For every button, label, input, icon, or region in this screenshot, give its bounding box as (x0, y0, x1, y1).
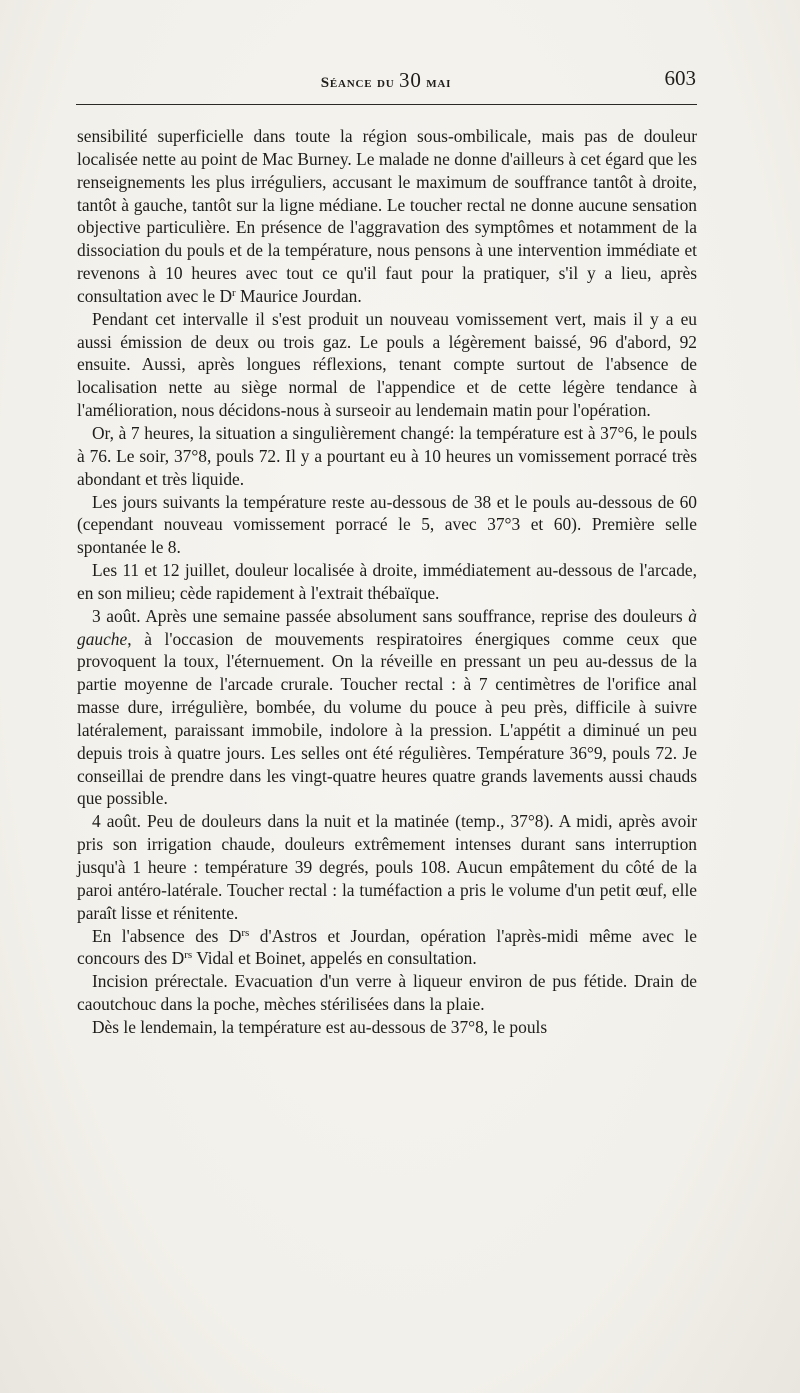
page-header (76, 68, 696, 98)
paragraph-8-sup-2: rs (184, 949, 193, 962)
paragraph-5: Les 11 et 12 juillet, douleur localisée à droite, immédiatement au-dessous de l'arcade, en son milieu; cède rapidement à l'extrait thébaïque. (77, 560, 697, 603)
paragraph-8-b: d'Astros et Jourdan, opération l'après-midi même avec le concours des D (77, 925, 697, 969)
paragraph-2: Pendant cet intervalle il s'est produit un nouveau vomissement vert, mais il y a eu aussi émission de deux ou trois gaz. Le pouls a légèrement baissé, 96 d'abord, 92 ensuite. Aussi, après longues réflexions, tenant compte surtout de l'absence de localisation nette au siège normal de l'appendice et de cette légère tendance à l'amélioration, nous décidons-nous à surseoir au lendemain matin pour l'opération. (77, 308, 697, 421)
paragraph-8-c: Vidal et Boinet, appelés en consultation. (192, 948, 477, 969)
paragraph-7: 4 août. Peu de douleurs dans la nuit et la matinée (temp., 37°8). A midi, après avoir pris son irrigation chaude, douleurs extrêmement intenses durant sans interruption jusqu'à 1 heure : température 39 degrés, pouls 108. Aucun empâtement du côté de la paroi antéro-latérale. Toucher rectal : la tuméfaction a pris le volume d'un petit œuf, elle paraît lisse et rénitente. (77, 811, 697, 923)
paragraph-10: Dès le lendemain, la température est au-dessous de 37°8, le pouls (92, 1016, 548, 1037)
paragraph-1-sup: r (232, 286, 236, 299)
paragraph-8-a: En l'absence des D (92, 925, 242, 946)
paragraph-6-emphasis: à gauche (77, 605, 697, 649)
running-head-prefix: Séance du (320, 75, 395, 91)
paragraph-6-end: , à l'occasion de mouvements respiratoires énergiques comme ceux que provoquent la toux, l'éternuement. On la réveille en pressant un peu au-dessus de la partie moyenne de l'arcade crurale. Toucher rectal : à 7 centimètres de l'orifice anal masse dure, irrégulière, bombée, du volume du pouce à peu près, difficile à suivre latéralement, paraissant immobile, indolore à la pression. L'appétit a diminué un peu depuis trois à quatre jours. Les selles ont été régulières. Température 36°9, pouls 72. Je conseillai de prendre dans les vingt-quatre heures quatre grands lavements aussi chauds que possible. (77, 628, 697, 809)
paragraph-3: Or, à 7 heures, la situation a singulièrement changé: la température est à 37°6, le pouls à 76. Le soir, 37°8, pouls 72. Il y a pourtant eu à 10 heures un vomissement porracé très abondant et très liquide. (77, 422, 697, 489)
running-head-day: 30 (399, 68, 422, 92)
running-head (76, 68, 696, 93)
paragraph-8-sup-1: rs (241, 926, 250, 939)
body-text (77, 125, 697, 1039)
paragraph-6 (77, 605, 697, 811)
header-rule (76, 104, 697, 105)
running-head-suffix: mai (426, 75, 452, 91)
paragraph-1-end: Maurice Jourdan. (235, 285, 362, 306)
page-number: 603 (664, 66, 696, 90)
paragraph-8 (77, 925, 697, 971)
paragraph-9: Incision prérectale. Evacuation d'un verre à liqueur environ de pus fétide. Drain de caoutchouc dans la poche, mèches stérilisées dans la plaie. (77, 971, 697, 1015)
paragraph-1-text: sensibilité superficielle dans toute la région sous-ombilicale, mais pas de douleur localisée nette au point de Mac Burney. Le malade ne donne d'ailleurs à cet égard que les renseignements les plus irréguliers, accusant le maximum de souffrance tantôt à droite, tantôt à gauche, tantôt sur la ligne médiane. Le toucher rectal ne donne aucune sensation objective particulière. En présence de l'aggravation des symptômes et notamment de la dissociation du pouls et de la température, nous pensons à une intervention immédiate et revenons à 10 heures avec tout ce qu'il faut pour la pratiquer, s'il y a lieu, après consultation avec le D (77, 126, 697, 306)
paragraph-6-start: 3 août. Après une semaine passée absolument sans souffrance, reprise des douleurs (92, 605, 689, 626)
paragraph-4: Les jours suivants la température reste au-dessous de 38 et le pouls au-dessous de 60 (cependant nouveau vomissement porracé le 5, avec 37°3 et 60). Première selle spontanée le 8. (77, 491, 697, 558)
paragraph-1 (77, 125, 697, 308)
